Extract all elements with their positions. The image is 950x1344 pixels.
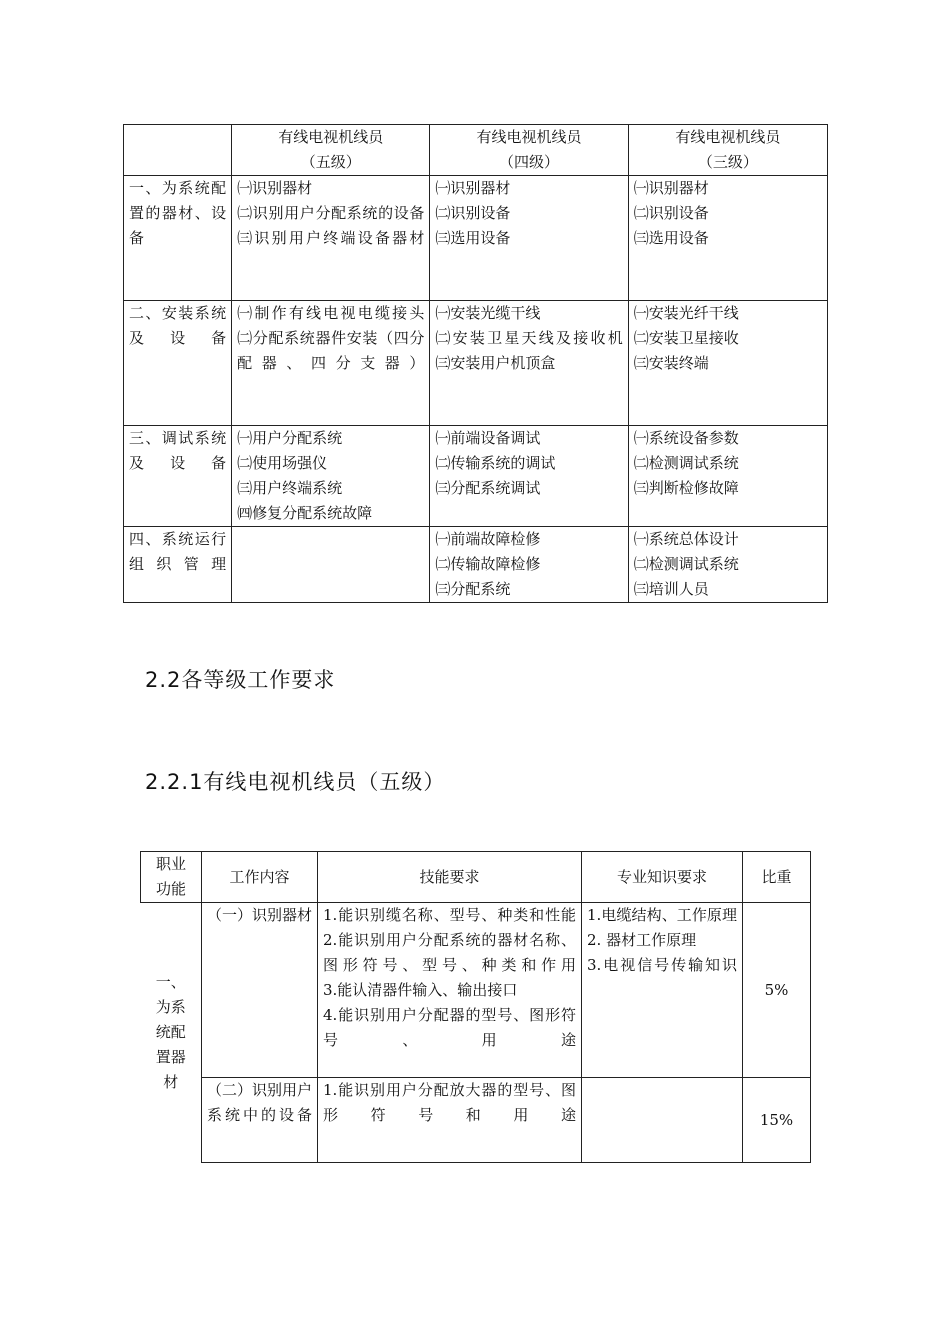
work-requirements-table <box>140 851 811 1163</box>
list-item: ㈡识别设备 <box>435 204 511 222</box>
weight-cell: 5% <box>743 903 811 1078</box>
table1-row <box>124 527 828 603</box>
weight-cell: 15% <box>743 1078 811 1163</box>
list-item: 2.能识别用户分配系统的器材名称、图形符号、型号、种类和作用 <box>323 931 576 974</box>
list-item: ㈠前端设备调试 <box>435 429 541 447</box>
list-item: ㈢判断检修故障 <box>633 479 739 497</box>
cell-level4 <box>430 527 628 603</box>
list-item: ㈢安装终端 <box>633 354 709 372</box>
cell-level3 <box>628 527 827 603</box>
cell-level3 <box>628 176 827 301</box>
list-item: ㈠用户分配系统 <box>237 429 343 447</box>
function-text: 一、为系统配置器材 <box>155 973 186 1092</box>
list-item: ㈠安装光纤干线 <box>633 304 739 322</box>
table1-corner-cell <box>124 125 232 176</box>
table1-header-level4 <box>430 125 628 176</box>
header-weight: 比重 <box>743 852 811 903</box>
list-item: ㈢分配系统调试 <box>435 479 541 497</box>
list-item: ㈢安装用户机顶盒 <box>435 354 556 372</box>
list-item: ㈠识别器材 <box>633 179 709 197</box>
list-item: ㈠前端故障检修 <box>435 530 541 548</box>
table1-row <box>124 426 828 527</box>
list-item: ㈠识别器材 <box>435 179 511 197</box>
list-item: ㈡使用场强仪 <box>237 454 328 472</box>
content-cell: （一）识别器材 <box>202 903 318 1078</box>
header-skills: 技能要求 <box>318 852 582 903</box>
table1-row <box>124 301 828 426</box>
list-item: ㈢用户终端系统 <box>237 479 343 497</box>
header-text: 有线电视机线员 （五级） <box>278 128 384 171</box>
section-heading-2-2-1: 2.2.1有线电视机线员（五级） <box>145 770 446 794</box>
list-item: 2. 器材工作原理 <box>587 931 697 949</box>
cell-level3 <box>628 426 827 527</box>
list-item: ㈠系统设备参数 <box>633 429 739 447</box>
skills-cell <box>318 1078 582 1163</box>
list-item: 1.能识别用户分配放大器的型号、图形符号和用途 <box>323 1081 576 1124</box>
list-item: ㈡识别用户分配系统的设备 <box>237 204 425 222</box>
table1-row <box>124 176 828 301</box>
function-cell <box>141 903 202 1163</box>
cell-level3 <box>628 301 827 426</box>
list-item: ㈡检测调试系统 <box>633 555 739 573</box>
table2-row <box>141 1078 811 1163</box>
list-item: ㈡安装卫星接收 <box>633 329 739 347</box>
row-label: 一、为系统配置的器材、设备 <box>124 176 232 301</box>
knowledge-cell <box>582 1078 743 1163</box>
list-item: ㈣修复分配系统故障 <box>237 504 373 522</box>
header-content: 工作内容 <box>202 852 318 903</box>
list-item: ㈡安装卫星天线及接收机 <box>435 329 623 347</box>
table2-row <box>141 903 811 1078</box>
list-item: ㈡分配系统器件安装（四分配器、四分支器） <box>237 329 425 372</box>
list-item: 1.能识别缆名称、型号、种类和性能 <box>323 906 576 924</box>
row-label: 二、安装系统及设备 <box>124 301 232 426</box>
cell-level4 <box>430 176 628 301</box>
section-heading-2-2: 2.2各等级工作要求 <box>145 668 336 692</box>
list-item: ㈢培训人员 <box>633 580 709 598</box>
list-item: ㈠安装光缆干线 <box>435 304 541 322</box>
cell-level5 <box>232 301 430 426</box>
knowledge-cell <box>582 903 743 1078</box>
list-item: ㈡识别设备 <box>633 204 709 222</box>
row-label: 四、系统运行组织管理 <box>124 527 232 603</box>
list-item: 1.电缆结构、工作原理 <box>587 906 737 924</box>
list-item: ㈡传输系统的调试 <box>435 454 556 472</box>
cell-level4 <box>430 426 628 527</box>
cell-level5 <box>232 176 430 301</box>
header-text: 有线电视机线员 （三级） <box>675 128 781 171</box>
table1-header-level5 <box>232 125 430 176</box>
table1-header-row <box>124 125 828 176</box>
list-item: ㈠识别器材 <box>237 179 313 197</box>
list-item: 3.电视信号传输知识 <box>587 956 737 974</box>
list-item: ㈠系统总体设计 <box>633 530 739 548</box>
cell-level4 <box>430 301 628 426</box>
cell-level5 <box>232 527 430 603</box>
list-item: ㈢识别用户终端设备器材 <box>237 229 425 247</box>
table2-header-row <box>141 852 811 903</box>
list-item: 4.能识别用户分配器的型号、图形符号、用途 <box>323 1006 576 1049</box>
header-function <box>141 852 202 903</box>
cell-level5 <box>232 426 430 527</box>
row-label: 三、调试系统及设备 <box>124 426 232 527</box>
header-knowledge: 专业知识要求 <box>582 852 743 903</box>
header-text: 有线电视机线员 （四级） <box>476 128 582 171</box>
list-item: ㈡传输故障检修 <box>435 555 541 573</box>
skills-cell <box>318 903 582 1078</box>
content-cell: （二）识别用户系统中的设备 <box>202 1078 318 1163</box>
table1-header-level3 <box>628 125 827 176</box>
list-item: ㈡检测调试系统 <box>633 454 739 472</box>
header-text: 职业功能 <box>155 855 186 898</box>
level-comparison-table <box>123 124 828 603</box>
list-item: ㈢选用设备 <box>435 229 511 247</box>
list-item: 3.能认清器件输入、输出接口 <box>323 981 518 999</box>
list-item: ㈢分配系统 <box>435 580 511 598</box>
list-item: ㈠制作有线电视电缆接头 <box>237 304 425 322</box>
list-item: ㈢选用设备 <box>633 229 709 247</box>
